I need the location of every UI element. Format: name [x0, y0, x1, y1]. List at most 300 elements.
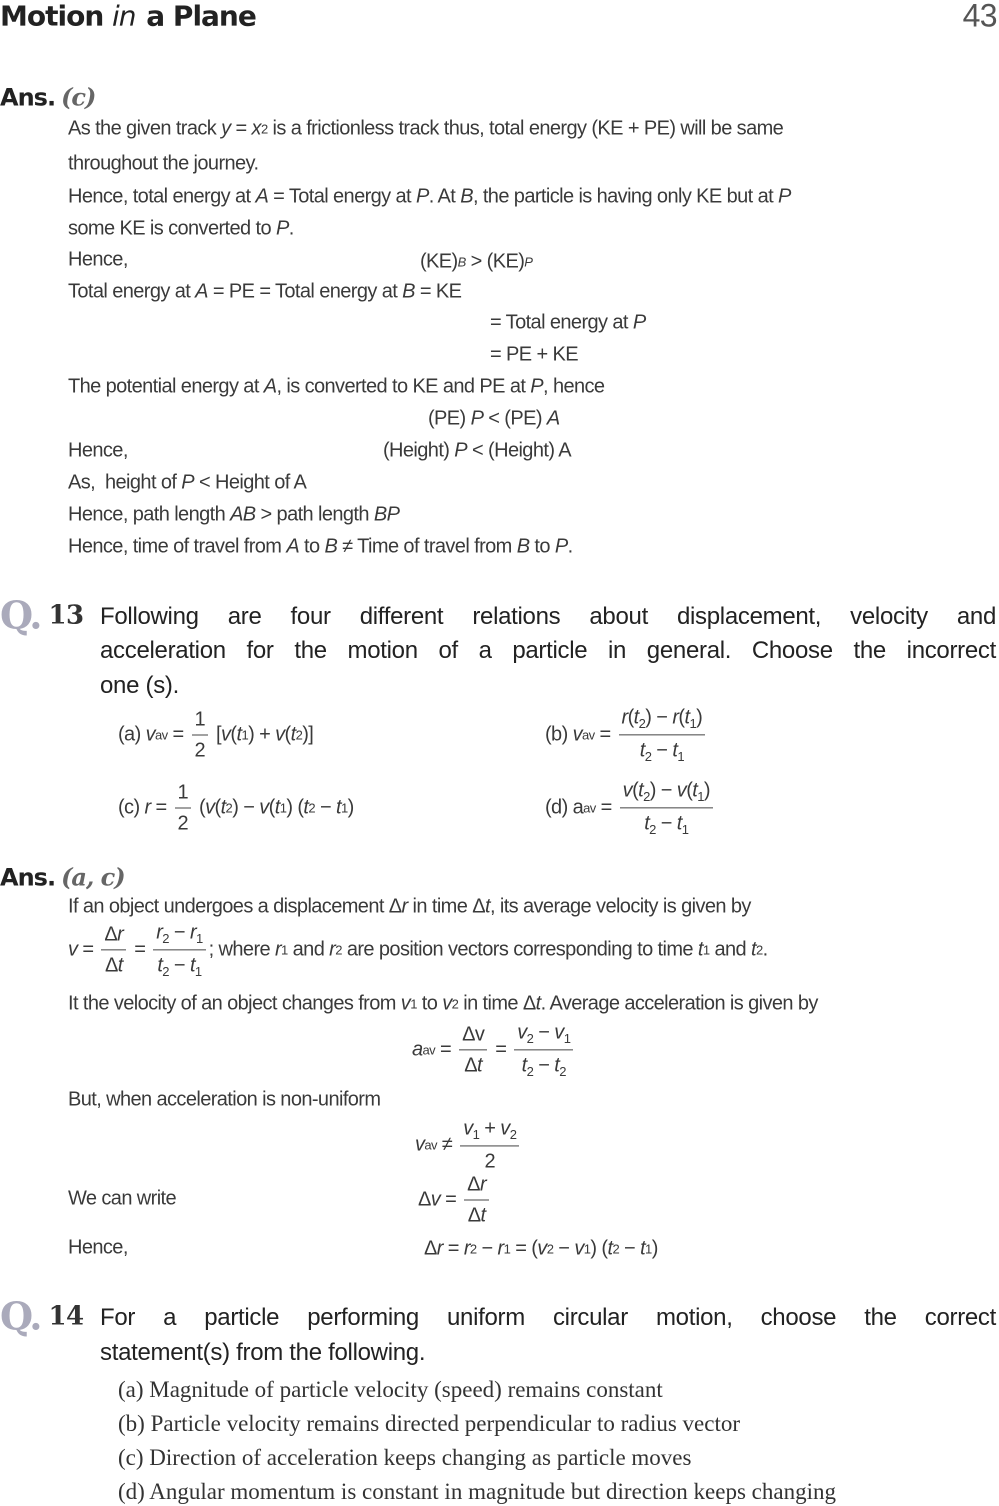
text-run: = — [435, 1038, 457, 1061]
math-symbol: v — [463, 1117, 473, 1140]
text-run: [ — [211, 723, 221, 746]
math-symbol: 2 — [308, 800, 316, 816]
text-run: . — [762, 938, 768, 961]
text-line — [68, 440, 128, 463]
text-run: and — [287, 938, 330, 961]
text-run: As the given track — [68, 117, 222, 140]
fraction — [101, 923, 126, 978]
option-a — [118, 708, 313, 763]
text-run: (b) — [545, 723, 573, 746]
question-num: 13 — [48, 600, 84, 630]
math-symbol: v — [676, 779, 687, 802]
fraction — [175, 781, 192, 836]
math-symbol: 2 — [644, 749, 652, 765]
math-symbol: t — [639, 739, 645, 762]
math-symbol: t — [274, 796, 280, 819]
text-run: − — [619, 1237, 641, 1260]
math-symbol: 1 — [472, 1126, 480, 1142]
math-symbol: r — [436, 1237, 443, 1260]
math-symbol: 1 — [583, 1241, 591, 1257]
math-symbol: r — [497, 1237, 504, 1260]
text-run: . — [567, 535, 573, 558]
text-run: = PE + KE — [490, 343, 578, 366]
math-symbol: t — [676, 812, 682, 835]
question-text: one (s). — [100, 672, 179, 699]
answer-prefix: Ans. — [0, 863, 56, 891]
math-symbol: t — [521, 1054, 527, 1077]
question-text: Following are four different relations about displacement, velocity and — [100, 603, 996, 630]
denominator — [641, 809, 691, 838]
text-line — [68, 1237, 128, 1260]
option-c: (c) Direction of acceleration keeps changing as particle moves — [118, 1445, 692, 1470]
math-symbol: x — [251, 117, 261, 140]
math-symbol: t — [750, 938, 756, 961]
title-part: a Plane — [137, 0, 256, 33]
text-run: Δ — [418, 1188, 431, 1211]
answer-value: (c) — [61, 82, 96, 112]
math-symbol: 2 — [162, 930, 169, 946]
text-run: 2 — [177, 812, 189, 835]
math-symbol: P — [415, 185, 429, 208]
text-run: − — [533, 1054, 555, 1077]
denominator — [482, 1147, 499, 1174]
math-symbol: v — [400, 992, 411, 1015]
math-symbol: t — [535, 992, 541, 1015]
math-symbol: 2 — [451, 996, 459, 1012]
math-symbol: 1 — [563, 1030, 571, 1046]
math-symbol: B — [460, 185, 473, 208]
math-symbol: P — [778, 185, 791, 208]
text-run: The potential energy at — [68, 375, 264, 398]
text-run: Δv — [462, 1023, 485, 1046]
math-symbol: v — [500, 1117, 510, 1140]
math-symbol: t — [607, 1237, 613, 1260]
math-symbol: r — [274, 938, 282, 961]
text-line — [68, 536, 573, 559]
text-run: It the velocity of an object changes from — [68, 992, 401, 1015]
denominator — [461, 1051, 485, 1078]
math-symbol: 1 — [702, 942, 710, 958]
math-symbol: t — [480, 1204, 486, 1227]
text-run: ) — [651, 1237, 658, 1260]
math-symbol: t — [692, 779, 698, 802]
math-symbol: P — [454, 439, 468, 462]
denominator — [519, 1051, 569, 1080]
text-run: ( — [686, 779, 693, 802]
math-symbol: 1 — [241, 727, 249, 743]
chapter-title — [0, 0, 256, 33]
math-symbol: 2 — [335, 942, 342, 958]
math-symbol: 2 — [559, 1064, 566, 1080]
math-symbol: 2 — [509, 1126, 517, 1142]
math-symbol: 1 — [689, 715, 697, 731]
text-run: = — [150, 796, 172, 819]
math-symbol: av — [424, 1137, 437, 1153]
equation — [418, 1173, 492, 1228]
denominator — [637, 736, 687, 765]
math-symbol: v — [145, 723, 156, 746]
math-symbol: v — [205, 796, 215, 819]
math-symbol: BP — [373, 503, 400, 526]
text-run: ( — [268, 796, 275, 819]
math-symbol: t — [236, 723, 242, 746]
text-run: ≠ Time of travel from — [337, 535, 517, 558]
text-run: (KE) — [420, 250, 458, 273]
text-run: ( — [214, 796, 221, 819]
math-symbol: r — [189, 921, 196, 944]
text-run: Δ — [467, 1204, 481, 1227]
math-symbol: r — [401, 895, 408, 918]
fraction — [153, 920, 205, 979]
text-run: ) ( — [286, 796, 304, 819]
text-run: < (Height) A — [467, 439, 571, 462]
text-run: (Height) — [383, 439, 455, 462]
math-symbol: t — [336, 796, 341, 819]
text-line — [68, 1089, 380, 1112]
math-symbol: B — [324, 535, 338, 558]
math-symbol: t — [644, 812, 650, 835]
text-run: If an object undergoes a displacement Δ — [68, 895, 402, 918]
text-run: − — [533, 1021, 555, 1044]
math-symbol: A — [263, 375, 277, 398]
text-run: 1 — [194, 708, 206, 731]
text-run: Δ — [467, 1173, 480, 1196]
math-symbol: v — [554, 1021, 564, 1044]
denominator — [192, 736, 209, 763]
text-run: = — [594, 723, 616, 746]
numerator — [620, 778, 713, 808]
answer-prefix: Ans. — [0, 83, 56, 111]
text-run: < (PE) — [483, 407, 547, 430]
text-line — [68, 118, 783, 141]
math-symbol: 1 — [645, 1241, 652, 1257]
text-run: ) — [703, 779, 710, 802]
text-run: = — [595, 796, 617, 819]
text-run: in time Δ — [407, 895, 485, 918]
math-symbol: AB — [230, 503, 256, 526]
text-run: But, when acceleration is non-uniform — [68, 1088, 381, 1111]
text-line — [68, 249, 128, 272]
text-run: < Height of A — [194, 471, 307, 494]
math-symbol: r — [156, 921, 163, 944]
numerator — [459, 1023, 487, 1051]
text-run: As, height of — [68, 471, 182, 494]
denominator — [465, 1201, 489, 1228]
text-run: − — [168, 954, 190, 977]
text-run: ; where — [208, 938, 275, 961]
math-symbol: 1 — [340, 800, 348, 816]
math-symbol: 1 — [410, 996, 417, 1012]
text-run: ≠ — [436, 1133, 458, 1156]
numerator — [619, 705, 706, 735]
title-part: Motion — [0, 0, 112, 33]
equation — [415, 1116, 522, 1173]
denominator — [102, 951, 126, 978]
text-run: Hence, time of travel from — [68, 535, 287, 558]
option-c — [118, 781, 354, 836]
denominator — [154, 951, 204, 980]
text-run: We can write — [68, 1187, 177, 1210]
text-run: + — [479, 1117, 501, 1140]
text-run: ( — [678, 706, 685, 729]
text-run: = KE — [414, 280, 462, 303]
text-line — [68, 993, 818, 1016]
text-run: = — [77, 938, 99, 961]
option-b: (b) Particle velocity remains directed perpendicular to radius vector — [118, 1411, 741, 1436]
text-run: Hence, — [68, 248, 128, 271]
math-symbol: t — [220, 796, 226, 819]
text-run: Δ — [424, 1237, 437, 1260]
option-b — [545, 705, 708, 764]
text-run: Hence, total energy at — [68, 185, 256, 208]
math-symbol: v — [622, 779, 633, 802]
text-run: > path length — [255, 503, 374, 526]
text-run: , its average velocity is given by — [489, 895, 751, 918]
math-symbol: r — [463, 1237, 470, 1260]
math-symbol: 2 — [546, 1241, 554, 1257]
numerator — [101, 923, 126, 951]
math-symbol: av — [583, 800, 596, 816]
text-run: are position vectors corresponding to time — [341, 938, 698, 961]
text-run: = — [230, 117, 252, 140]
math-symbol: r — [329, 938, 336, 961]
math-symbol: A — [195, 280, 208, 303]
math-symbol: av — [422, 1042, 436, 1058]
text-run: (d) a — [545, 796, 584, 819]
equation — [428, 408, 560, 431]
text-run: 1 — [177, 781, 189, 804]
math-symbol: v — [574, 1237, 584, 1260]
text-run: Hence, — [68, 1236, 128, 1259]
text-run: and — [709, 938, 751, 961]
fraction — [620, 778, 713, 837]
text-run: − — [168, 921, 190, 944]
text-run: = — [440, 1188, 462, 1211]
question-mark-logo: Q. — [0, 592, 41, 638]
text-line — [68, 1188, 176, 1211]
text-run: to — [299, 535, 325, 558]
math-symbol: r — [117, 923, 124, 946]
text-line — [68, 504, 399, 527]
math-symbol: 2 — [526, 1030, 534, 1046]
fraction — [619, 705, 706, 764]
math-symbol: t — [290, 723, 296, 746]
text-run: (PE) — [428, 407, 471, 430]
fraction — [464, 1173, 489, 1228]
text-line — [68, 920, 768, 979]
math-symbol: v — [415, 1133, 425, 1156]
math-symbol: A — [546, 407, 560, 430]
option-a: (a) Magnitude of particle velocity (speed) remains constant — [118, 1377, 663, 1402]
text-line — [68, 186, 791, 209]
numerator — [192, 708, 209, 736]
title-part: in — [112, 0, 136, 33]
text-run: ) — [696, 706, 703, 729]
text-run: − — [651, 739, 673, 762]
math-symbol: 2 — [225, 800, 233, 816]
math-symbol: 2 — [649, 822, 656, 838]
text-run: , hence — [543, 375, 605, 398]
text-line — [68, 153, 258, 176]
option-d: (d) Angular momentum is constant in magnitude but direction keeps changing — [118, 1479, 836, 1504]
math-symbol: 2 — [295, 727, 303, 743]
answer-value: (a, c) — [61, 862, 125, 892]
question-mark-logo: Q. — [0, 1293, 41, 1339]
math-symbol: 1 — [279, 800, 287, 816]
text-line — [68, 218, 294, 241]
text-run: Δ — [464, 1054, 478, 1077]
text-line — [68, 472, 306, 495]
text-run: ) — [347, 796, 354, 819]
text-run: > (KE) — [465, 250, 525, 273]
text-run: , the particle is having only KE but at — [472, 185, 779, 208]
text-run: = — [490, 1038, 512, 1061]
question-text: statement(s) from the following. — [100, 1339, 426, 1366]
math-symbol: P — [275, 217, 289, 240]
text-run: ( — [194, 796, 206, 819]
math-symbol: 1 — [697, 788, 704, 804]
math-symbol: v — [537, 1237, 547, 1260]
math-symbol: t — [157, 954, 163, 977]
math-symbol: 2 — [260, 121, 268, 137]
math-symbol: a — [412, 1038, 423, 1061]
numerator — [464, 1173, 489, 1201]
question-number — [0, 1294, 83, 1339]
text-run: . Average acceleration is given by — [540, 992, 818, 1015]
math-symbol: P — [470, 407, 484, 430]
text-line — [68, 896, 751, 919]
text-run: Δ — [104, 954, 118, 977]
math-symbol: P — [181, 471, 195, 494]
fraction — [459, 1023, 487, 1078]
math-symbol: B — [516, 535, 530, 558]
math-symbol: A — [286, 535, 300, 558]
option-d — [545, 778, 716, 837]
fraction — [514, 1020, 573, 1079]
math-symbol: v — [572, 723, 583, 746]
text-run: throughout the journey. — [68, 152, 259, 175]
numerator — [175, 781, 192, 809]
math-symbol: t — [117, 954, 123, 977]
math-symbol: t — [638, 779, 644, 802]
text-run: ( — [632, 779, 639, 802]
math-symbol: v — [517, 1021, 527, 1044]
math-symbol: r — [144, 796, 151, 819]
math-symbol: v — [442, 992, 452, 1015]
numerator — [153, 920, 205, 950]
text-run: ) − — [649, 779, 677, 802]
text-run: . At — [428, 185, 461, 208]
math-symbol: y — [221, 117, 231, 140]
text-line — [68, 281, 461, 304]
text-run: (a) — [118, 723, 146, 746]
text-run: ) + — [248, 723, 276, 746]
text-run: to — [416, 992, 443, 1015]
text-run: ) − — [232, 796, 260, 819]
math-symbol: 1 — [281, 942, 288, 958]
math-symbol: P — [554, 535, 568, 558]
text-line — [68, 376, 604, 399]
equation — [490, 344, 578, 367]
equation — [490, 312, 646, 335]
text-run: = — [442, 1237, 464, 1260]
math-symbol: B — [402, 280, 415, 303]
math-symbol: t — [640, 1237, 646, 1260]
text-run: ) − — [645, 706, 673, 729]
math-symbol: t — [697, 938, 703, 961]
equation — [424, 1238, 658, 1261]
math-symbol: t — [684, 706, 690, 729]
text-run: , is converted to KE and PE at — [276, 375, 531, 398]
text-run: ( — [230, 723, 237, 746]
math-symbol: t — [484, 895, 490, 918]
math-symbol: A — [255, 185, 269, 208]
math-symbol: v — [68, 938, 78, 961]
equation — [412, 1020, 576, 1079]
text-run: in time Δ — [458, 992, 536, 1015]
math-symbol: 2 — [755, 942, 763, 958]
text-run: Δ — [104, 923, 118, 946]
fraction — [460, 1116, 519, 1173]
text-run: 2 — [484, 1150, 496, 1173]
text-run: (c) — [118, 796, 145, 819]
math-symbol: 2 — [469, 1241, 477, 1257]
math-symbol: r — [672, 706, 679, 729]
text-run: − — [476, 1237, 498, 1260]
equation — [420, 251, 532, 274]
text-run: = — [167, 723, 189, 746]
math-symbol: 2 — [643, 788, 650, 804]
numerator — [460, 1116, 519, 1146]
question-num: 14 — [48, 1301, 84, 1331]
text-run: = Total energy at — [490, 311, 633, 334]
answer-label — [0, 83, 95, 112]
math-symbol: 2 — [526, 1064, 534, 1080]
math-symbol: 1 — [681, 822, 689, 838]
text-run: ( — [284, 723, 291, 746]
text-run: Total energy at — [68, 280, 196, 303]
answer-label — [0, 863, 125, 892]
text-run: . — [288, 217, 294, 240]
text-run: is a frictionless track thus, total energy (KE + PE) will be same — [267, 117, 784, 140]
numerator — [514, 1020, 573, 1050]
math-symbol: 2 — [612, 1241, 620, 1257]
text-run: ( — [627, 706, 634, 729]
text-run: − — [553, 1237, 575, 1260]
math-symbol: t — [189, 954, 195, 977]
math-symbol: 1 — [677, 749, 684, 765]
math-symbol: P — [530, 375, 544, 398]
text-run: = PE = Total energy at — [207, 280, 403, 303]
denominator — [175, 809, 192, 836]
text-run: − — [655, 812, 677, 835]
question-text: For a particle performing uniform circular motion, choose the correct — [100, 1304, 996, 1331]
text-run: = — [129, 938, 151, 961]
text-run: = ( — [510, 1237, 538, 1260]
math-symbol: r — [621, 706, 628, 729]
text-run: Hence, — [68, 439, 128, 462]
math-symbol: t — [477, 1054, 483, 1077]
math-symbol: v — [259, 796, 269, 819]
text-run: ) ( — [590, 1237, 608, 1260]
text-run: some KE is converted to — [68, 217, 276, 240]
page-number: 43 — [962, 0, 997, 34]
math-symbol: 1 — [503, 1241, 511, 1257]
math-symbol: v — [275, 723, 285, 746]
equation — [383, 440, 571, 463]
math-symbol: t — [672, 739, 678, 762]
text-run: = Total energy at — [268, 185, 416, 208]
